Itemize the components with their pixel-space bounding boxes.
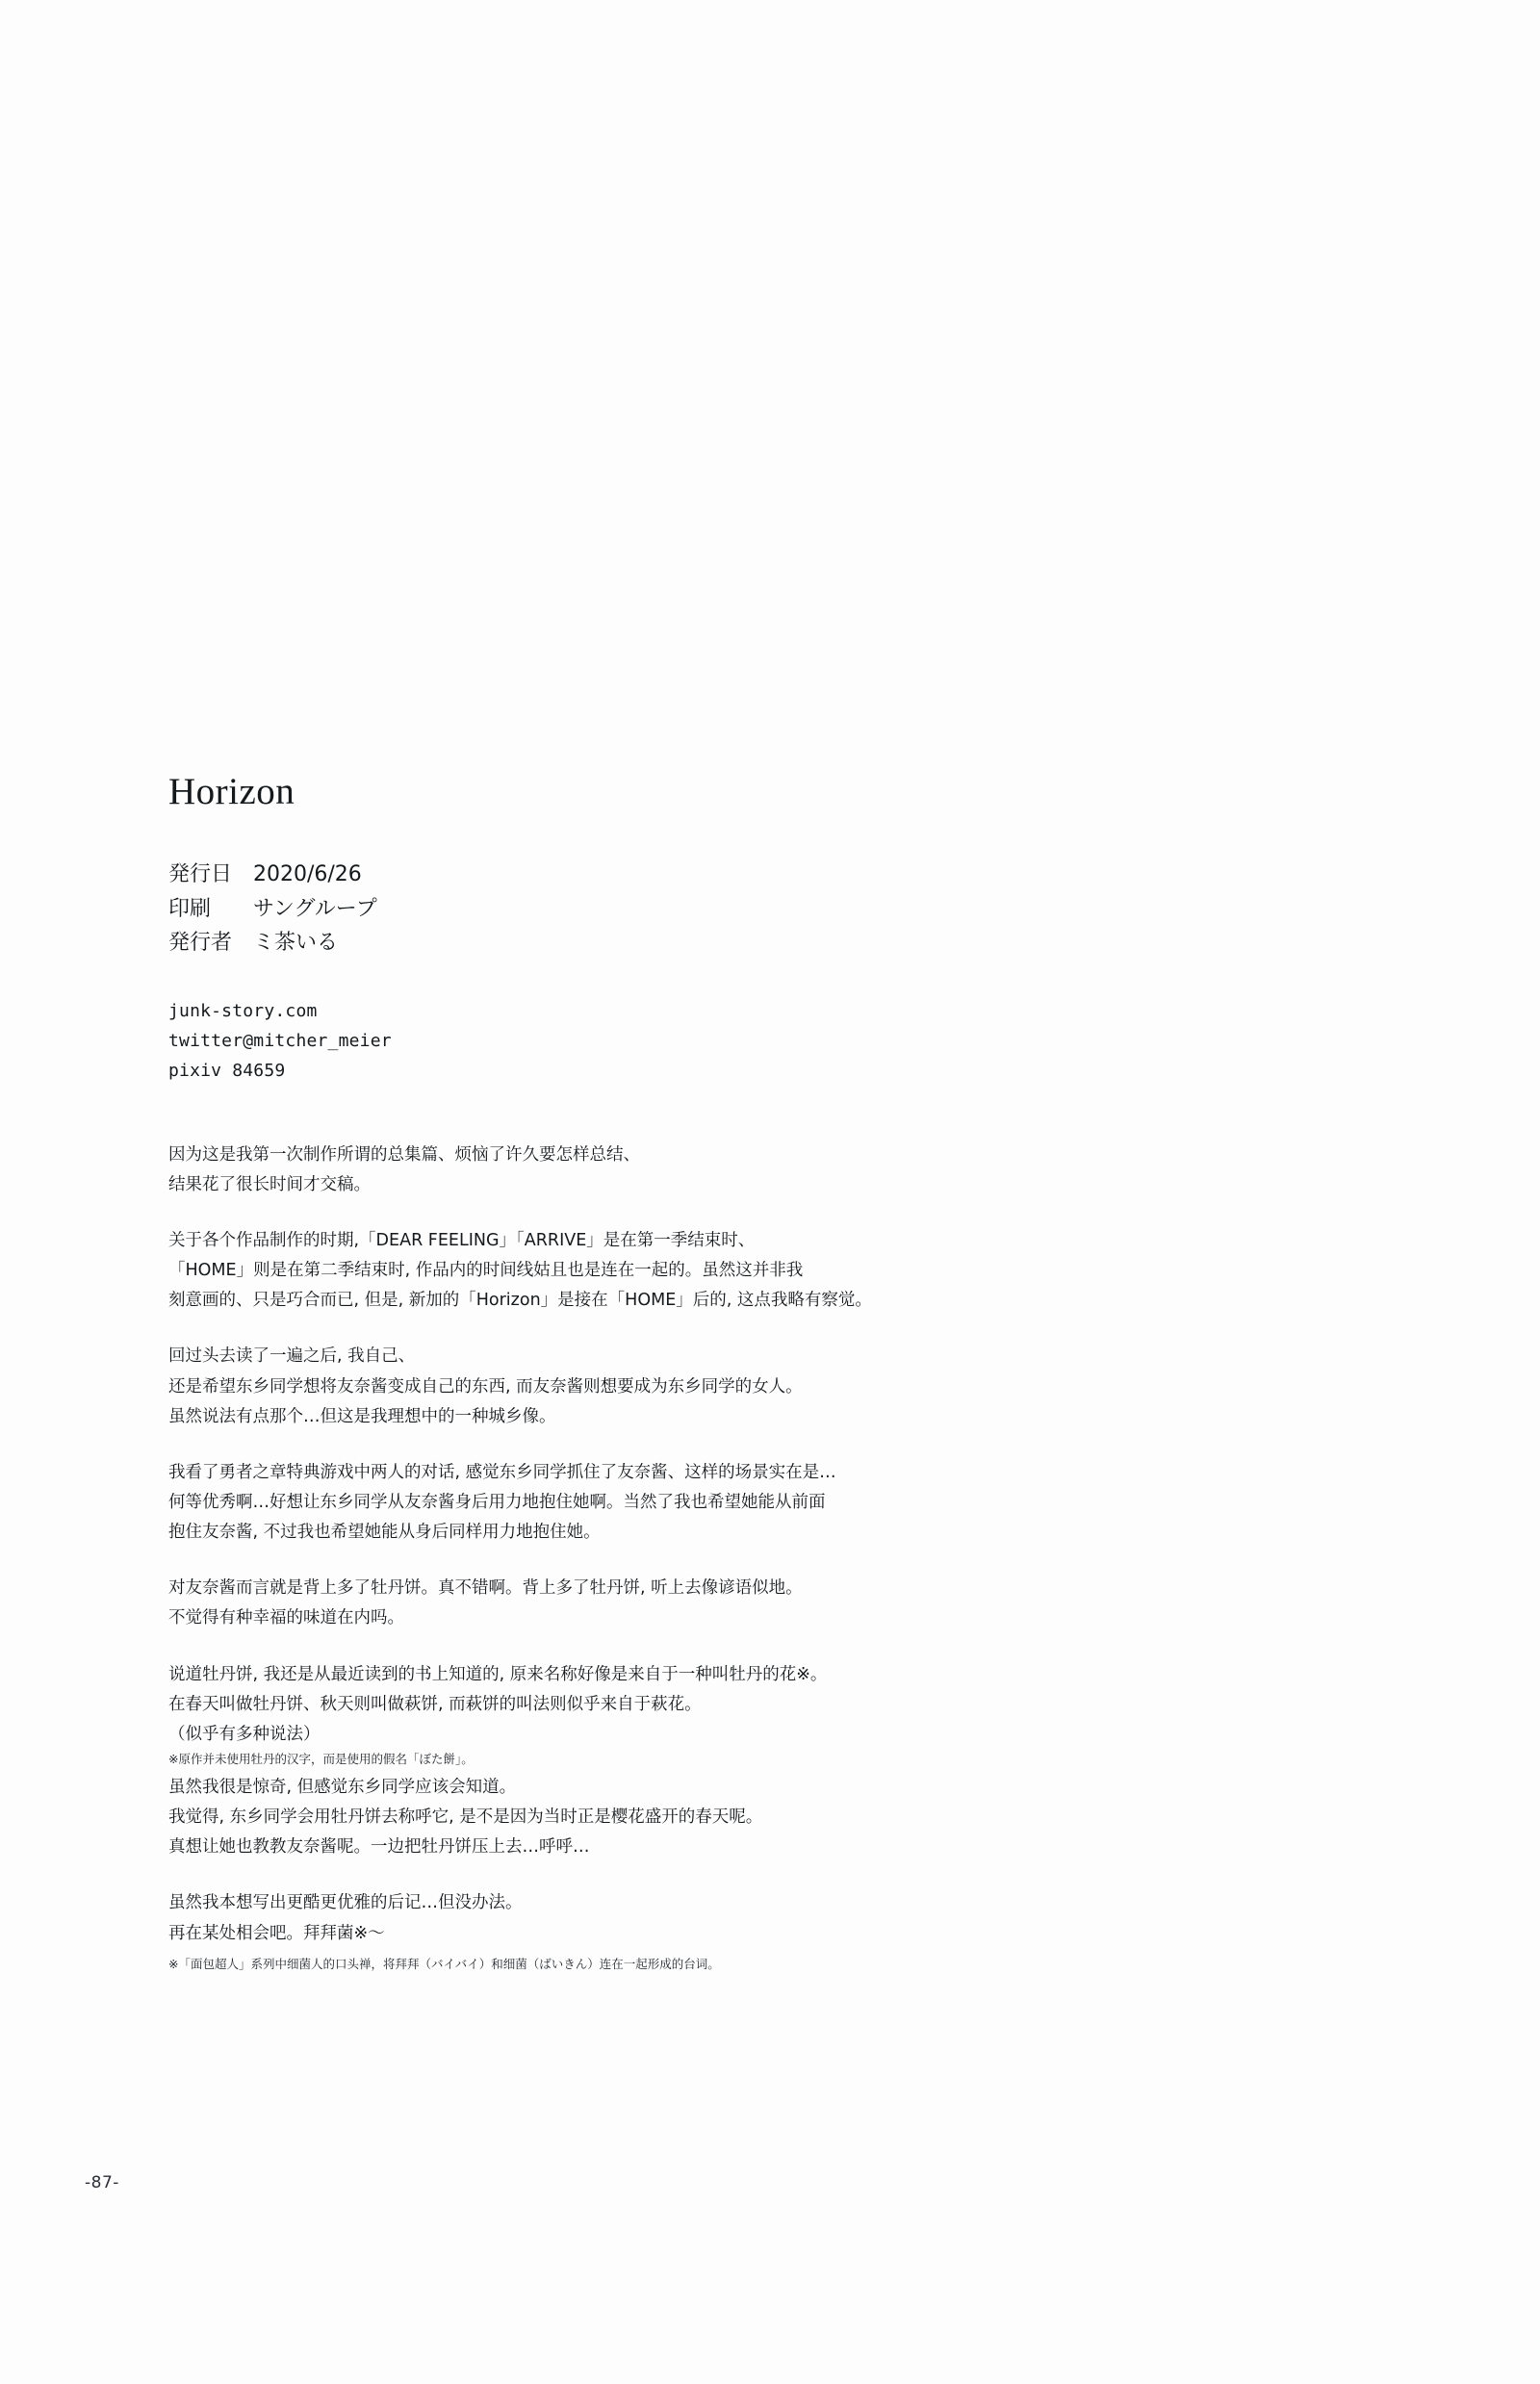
afterword-line: 「HOME」则是在第二季结束时, 作品内的时间线姑且也是连在一起的。虽然这并非我	[168, 1261, 804, 1281]
afterword-line: 虽然说法有点那个…但这是我理想中的一种城乡像。	[168, 1406, 556, 1426]
afterword-line: 我看了勇者之章特典游戏中两人的对话, 感觉东乡同学抓住了友奈酱、这样的场景实在是…	[168, 1462, 836, 1482]
afterword-line: 不觉得有种幸福的味道在内吗。	[168, 1608, 404, 1628]
contact-pixiv: pixiv 84659	[168, 1060, 286, 1081]
publication-line-date: 発行日 2020/6/26	[168, 862, 362, 886]
page-number: -87-	[85, 2173, 119, 2192]
afterword-paragraph-6	[168, 1660, 1266, 1863]
afterword-paragraph-4	[168, 1458, 1266, 1548]
contact-info	[168, 997, 1266, 1087]
afterword-line: 回过头去读了一遍之后, 我自己、	[168, 1346, 416, 1367]
afterword-line: 关于各个作品制作的时期,「DEAR FEELING」「ARRIVE」是在第一季结束时、	[168, 1231, 756, 1251]
afterword-line: 结果花了很长时间才交稿。	[168, 1174, 371, 1194]
afterword-line: 刻意画的、只是巧合而已, 但是, 新加的「Horizon」是接在「HOME」后的, 这点我略有察觉。	[168, 1291, 872, 1311]
contact-website: junk-story.com	[168, 1000, 318, 1021]
afterword-text	[168, 1141, 1266, 1979]
afterword-line: 真想让她也教教友奈酱呢。一边把牡丹饼压上去…呼呼…	[168, 1837, 590, 1858]
afterword-paragraph-5	[168, 1574, 1266, 1633]
afterword-paragraph-1	[168, 1141, 1266, 1200]
afterword-paragraph-3	[168, 1342, 1266, 1431]
afterword-line: 抱住友奈酱, 不过我也希望她能从身后同样用力地抱住她。	[168, 1523, 601, 1543]
afterword-line: 对友奈酱而言就是背上多了牡丹饼。真不错啊。背上多了牡丹饼, 听上去像谚语似地。	[168, 1578, 803, 1599]
colophon-content	[168, 770, 1266, 2005]
afterword-line: 还是希望东乡同学想将友奈酱变成自己的东西, 而友奈酱则想要成为东乡同学的女人。	[168, 1376, 803, 1397]
afterword-line: 我觉得, 东乡同学会用牡丹饼去称呼它, 是不是因为当时正是樱花盛开的春天呢。	[168, 1807, 763, 1828]
publication-info	[168, 858, 1266, 961]
afterword-line: 虽然我本想写出更酷更优雅的后记…但没办法。	[168, 1893, 523, 1913]
afterword-line: 再在某处相会吧。拜拜菌※～	[168, 1923, 385, 1943]
footnote-botamochi: ※原作并未使用牡丹的汉字，而是使用的假名「ぼた餅」。	[168, 1751, 474, 1766]
page-title: Horizon	[168, 771, 295, 812]
afterword-line: 说道牡丹饼, 我还是从最近读到的书上知道的, 原来名称好像是来自于一种叫牡丹的花※。	[168, 1664, 828, 1684]
afterword-line: 虽然我很是惊奇, 但感觉东乡同学应该会知道。	[168, 1777, 517, 1797]
afterword-line: 在春天叫做牡丹饼、秋天则叫做萩饼, 而萩饼的叫法则似乎来自于萩花。	[168, 1694, 702, 1714]
afterword-paragraph-7	[168, 1888, 1266, 1978]
afterword-line: （似乎有多种说法）	[168, 1724, 321, 1744]
afterword-line: 因为这是我第一次制作所谓的总集篇、烦恼了许久要怎样总结、	[168, 1144, 640, 1165]
publication-line-publisher: 発行者 ミ茶いる	[168, 931, 339, 956]
footnote-baikinman: ※「面包超人」系列中细菌人的口头禅，将拜拜（バイバイ）和细菌（ばいきん）连在一起形成的台词。	[168, 1956, 720, 1971]
publication-line-printer: 印刷 サングループ	[168, 896, 377, 921]
afterword-line: 何等优秀啊…好想让东乡同学从友奈酱身后用力地抱住她啊。当然了我也希望她能从前面	[168, 1493, 826, 1512]
contact-twitter: twitter@mitcher_meier	[168, 1030, 392, 1051]
afterword-paragraph-2	[168, 1226, 1266, 1316]
